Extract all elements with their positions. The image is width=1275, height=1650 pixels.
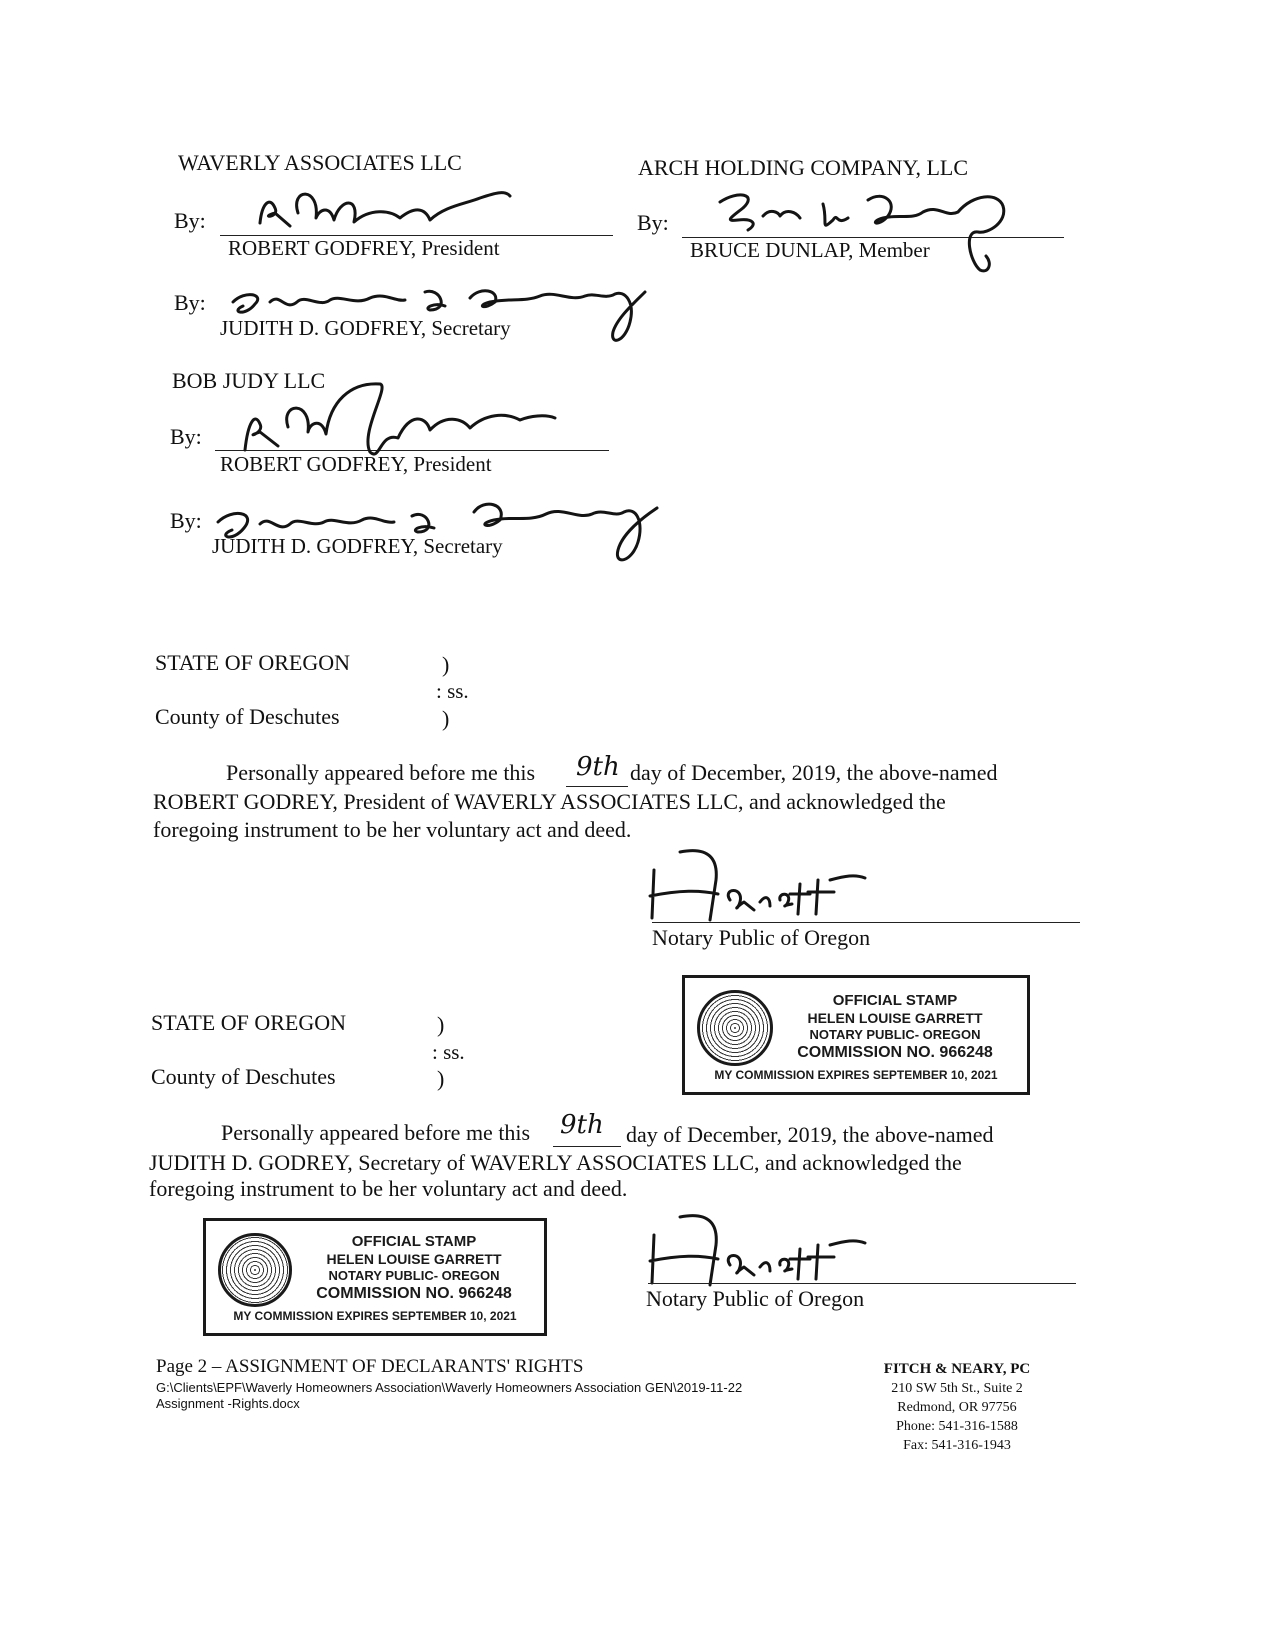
- ack1-line3: foregoing instrument to be her voluntary act and deed.: [153, 817, 632, 842]
- stamp-commission: COMMISSION NO. 966248: [316, 1285, 512, 1302]
- day-blank-line: [553, 1146, 621, 1147]
- ack1-state: STATE OF OREGON: [155, 650, 351, 675]
- ack1-paren-open: ): [442, 652, 450, 677]
- oregon-state-seal-icon: [218, 1233, 292, 1307]
- stamp-role: NOTARY PUBLIC- OREGON: [328, 1268, 500, 1283]
- footer-firm-block: [862, 1360, 1052, 1455]
- ack2-day-handwritten: 9th: [560, 1110, 604, 1140]
- footer-file-path: G:\Clients\EPF\Waverly Homeowners Association\Waverly Homeowners Association GEN\2019-11-22: [156, 1380, 743, 1395]
- ack1-day-handwritten: 9th: [576, 752, 620, 782]
- ack2-paren-open: ): [437, 1012, 445, 1037]
- ack2-line2: JUDITH D. GODREY, Secretary of WAVERLY ASSOCIATES LLC, and acknowledged the: [149, 1150, 962, 1175]
- stamp-name: HELEN LOUISE GARRETT: [807, 1010, 983, 1026]
- bobjudy-signer2-name: JUDITH D. GODFREY, Secretary: [212, 534, 503, 558]
- handwritten-signature-judith-godfrey-2: [212, 488, 672, 578]
- arch-signer-name: BRUCE DUNLAP, Member: [690, 238, 930, 262]
- handwritten-notary-signature-1: [640, 840, 870, 925]
- waverly-signer2-name: JUDITH D. GODFREY, Secretary: [220, 316, 511, 340]
- stamp-expires: MY COMMISSION EXPIRES SEPTEMBER 10, 2021: [714, 1068, 998, 1082]
- ack2-ss: : ss.: [432, 1040, 465, 1064]
- ack2-notary-label: Notary Public of Oregon: [646, 1286, 865, 1311]
- footer-file-name: Assignment -Rights.docx: [156, 1396, 300, 1411]
- by-label: By:: [174, 208, 206, 233]
- by-label: By:: [174, 290, 206, 315]
- notary-signature-line: [648, 1283, 1076, 1284]
- ack2-county: County of Deschutes: [151, 1064, 336, 1089]
- ack2-text-after: day of December, 2019, the above-named: [626, 1122, 994, 1147]
- ack2-paren-close: ): [437, 1066, 445, 1091]
- ack1-text-after: day of December, 2019, the above-named: [630, 760, 998, 785]
- oregon-state-seal-icon: [697, 990, 773, 1066]
- ack2-line3: foregoing instrument to be her voluntary act and deed.: [149, 1176, 628, 1201]
- stamp-expires: MY COMMISSION EXPIRES SEPTEMBER 10, 2021: [233, 1309, 517, 1323]
- handwritten-notary-signature-2: [640, 1205, 870, 1290]
- ack1-text-before: Personally appeared before me this: [226, 760, 536, 785]
- waverly-company-name: WAVERLY ASSOCIATES LLC: [178, 150, 462, 175]
- stamp-title: OFFICIAL STAMP: [832, 992, 958, 1009]
- stamp-title: OFFICIAL STAMP: [351, 1233, 477, 1250]
- by-label: By:: [637, 210, 669, 235]
- bobjudy-company-name: BOB JUDY LLC: [172, 368, 326, 393]
- footer-phone: Phone: 541-316-1588: [896, 1419, 1018, 1434]
- notary-signature-line: [652, 922, 1080, 923]
- ack2-text-before: Personally appeared before me this: [221, 1120, 531, 1145]
- footer-address2: Redmond, OR 97756: [897, 1400, 1017, 1415]
- by-label: By:: [170, 508, 202, 533]
- footer-firm-name: FITCH & NEARY, PC: [883, 1361, 1031, 1377]
- handwritten-signature-robert-godfrey: [250, 178, 530, 238]
- official-notary-stamp: [682, 975, 1030, 1095]
- footer-fax: Fax: 541-316-1943: [903, 1438, 1011, 1453]
- waverly-signer1-name: ROBERT GODFREY, President: [228, 236, 500, 260]
- stamp-name: HELEN LOUISE GARRETT: [326, 1251, 502, 1267]
- ack1-paren-close: ): [442, 706, 450, 731]
- by-label: By:: [170, 424, 202, 449]
- official-notary-stamp: [203, 1218, 547, 1336]
- ack1-line2: ROBERT GODREY, President of WAVERLY ASSOCIATES LLC, and acknowledged the: [153, 789, 946, 814]
- footer-address1: 210 SW 5th St., Suite 2: [891, 1381, 1023, 1396]
- ack2-state: STATE OF OREGON: [151, 1010, 347, 1035]
- stamp-role: NOTARY PUBLIC- OREGON: [809, 1027, 981, 1042]
- arch-company-name: ARCH HOLDING COMPANY, LLC: [638, 155, 969, 180]
- ack1-notary-label: Notary Public of Oregon: [652, 925, 871, 950]
- bobjudy-signer1-name: ROBERT GODFREY, President: [220, 452, 492, 476]
- footer-page-title: Page 2 – ASSIGNMENT OF DECLARANTS' RIGHTS: [156, 1356, 584, 1377]
- stamp-commission: COMMISSION NO. 966248: [797, 1044, 993, 1061]
- ack1-ss: : ss.: [436, 679, 469, 703]
- day-blank-line: [566, 786, 628, 787]
- ack1-county: County of Deschutes: [155, 704, 340, 729]
